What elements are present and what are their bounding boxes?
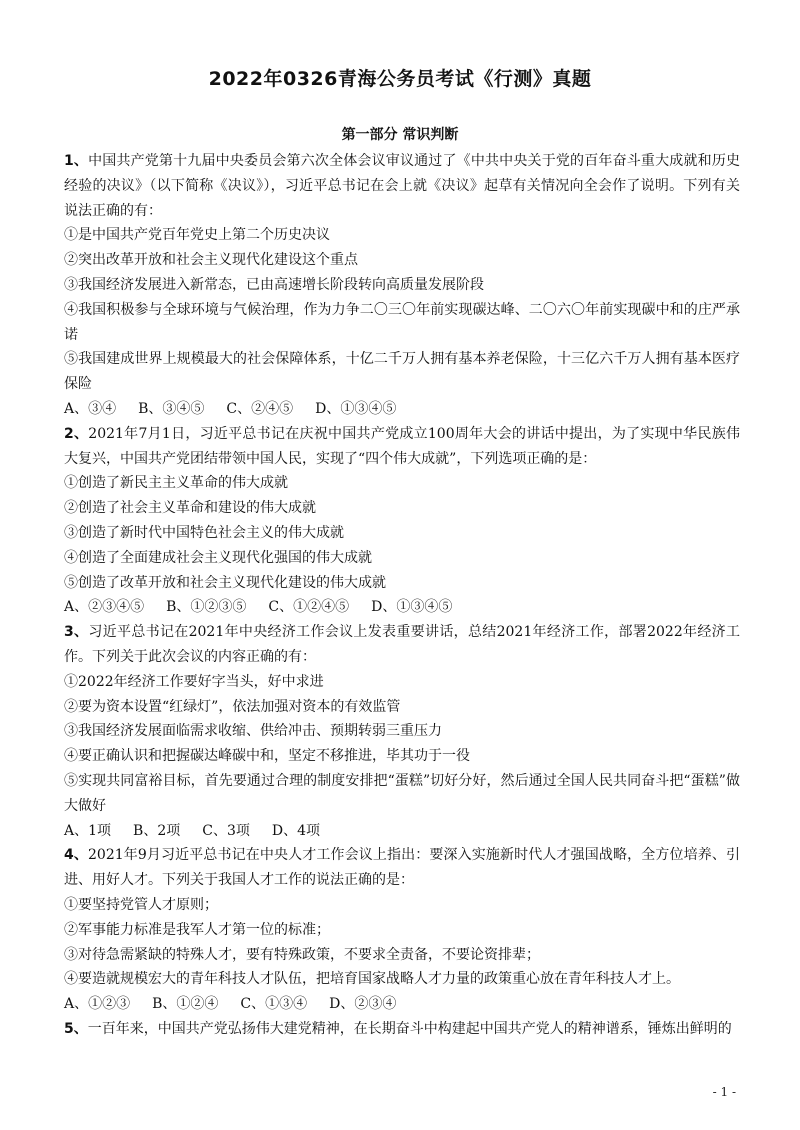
answer-choice: A、1项 <box>64 822 112 839</box>
question-stem <box>64 149 740 223</box>
question-1 <box>64 149 740 422</box>
section-heading: 第一部分 常识判断 <box>341 127 459 143</box>
answer-choice: A、①②③ <box>64 996 131 1013</box>
question-number: 1、 <box>64 153 89 169</box>
question-text: 2021年9月习近平总书记在中央人才工作会议上指出：要深入实施新时代人才强国战略，全方位培养、引进、用好人才。下列关于我国人才工作的说法正确的是： <box>64 847 740 889</box>
statement-option: ③我国经济发展进入新常态，已由高速增长阶段转向高质量发展阶段 <box>64 276 484 293</box>
answer-choices <box>64 819 740 844</box>
question-2 <box>64 422 740 620</box>
answer-choices <box>64 595 740 620</box>
question-4 <box>64 843 740 1017</box>
statement-option: ②军事能力标准是我军人才第一位的标准； <box>64 921 330 938</box>
answer-choice: C、①③④ <box>240 996 308 1013</box>
statement-option: ②突出改革开放和社会主义现代化建设这个重点 <box>64 252 358 269</box>
statement-option: ④要造就规模宏大的青年科技人才队伍，把培育国家战略人才力量的政策重心放在青年科技人才上。 <box>64 971 680 988</box>
page-title: 2022年0326青海公务员考试《行测》真题 <box>208 68 592 90</box>
answer-choice: C、①②④⑤ <box>268 599 350 616</box>
answer-choice: C、②④⑤ <box>226 400 294 417</box>
question-text: 一百年来，中国共产党弘扬伟大建党精神，在长期奋斗中构建起中国共产党人的精神谱系，锤炼出鲜明的 <box>87 1020 732 1037</box>
answer-choice: D、①③④⑤ <box>371 599 453 616</box>
statement-option: ④创造了全面建成社会主义现代化强国的伟大成就 <box>64 549 372 566</box>
answer-choice: D、4项 <box>271 822 320 839</box>
question-stem <box>64 620 740 670</box>
question-number: 2、 <box>64 425 89 442</box>
statement-option: ①要坚持党管人才原则； <box>64 896 218 913</box>
answer-choices <box>64 397 740 422</box>
question-number: 4、 <box>64 847 88 864</box>
question-3 <box>64 620 740 843</box>
answer-choice: C、3项 <box>202 822 250 839</box>
question-list <box>64 149 740 1042</box>
answer-choice: B、③④⑤ <box>138 400 205 417</box>
statement-option: ③对待急需紧缺的特殊人才，要有特殊政策，不要求全责备，不要论资排辈； <box>64 946 540 963</box>
answer-choices <box>64 992 740 1017</box>
question-stem <box>64 843 740 893</box>
statement-option: ②创造了社会主义革命和建设的伟大成就 <box>64 500 316 517</box>
statement-option: ②要为资本设置“红绿灯”，依法加强对资本的有效监管 <box>64 698 401 715</box>
answer-choice: D、①③④⑤ <box>315 400 397 417</box>
question-stem <box>64 422 740 472</box>
statement-option: ①是中国共产党百年党史上第二个历史决议 <box>64 227 330 244</box>
page-number: - 1 - <box>712 1085 736 1099</box>
answer-choice: B、①②③⑤ <box>166 599 247 616</box>
statement-option: ⑤实现共同富裕目标，首先要通过合理的制度安排把“蛋糕”切好分好，然后通过全国人民共同奋斗把“蛋糕”做大做好 <box>64 772 740 814</box>
question-5 <box>64 1017 740 1042</box>
statement-option: ④要正确认识和把握碳达峰碳中和，坚定不移推进，毕其功于一役 <box>64 748 470 765</box>
question-stem <box>64 1017 740 1042</box>
statement-option: ③创造了新时代中国特色社会主义的伟大成就 <box>64 524 344 541</box>
statement-option: ④我国积极参与全球环境与气候治理，作为力争二〇三〇年前实现碳达峰、二〇六〇年前实现碳中和的庄严承诺 <box>64 301 740 343</box>
question-text: 习近平总书记在2021年中央经济工作会议上发表重要讲话，总结2021年经济工作，部署2022年经济工作。下列关于此次会议的内容正确的有： <box>64 624 740 665</box>
statement-option: ①2022年经济工作要好字当头，好中求进 <box>64 673 324 690</box>
question-number: 5、 <box>64 1020 88 1037</box>
question-text: 2021年7月1日，习近平总书记在庆祝中国共产党成立100周年大会的讲话中提出，为了实现中华民族伟大复兴，中国共产党团结带领中国人民，实现了“四个伟大成就”，下列选项正确的是： <box>64 425 740 467</box>
statement-option: ③我国经济发展面临需求收缩、供给冲击、预期转弱三重压力 <box>64 723 442 740</box>
statement-option: ⑤创造了改革开放和社会主义现代化建设的伟大成就 <box>64 574 386 591</box>
answer-choice: A、②③④⑤ <box>64 599 145 616</box>
answer-choice: B、2项 <box>133 822 181 839</box>
answer-choice: B、①②④ <box>152 996 219 1013</box>
answer-choice: A、③④ <box>64 400 117 417</box>
answer-choice: D、②③④ <box>329 996 397 1013</box>
question-text: 中国共产党第十九届中央委员会第六次全体会议审议通过了《中共中央关于党的百年奋斗重大成就和历史经验的决议》（以下简称《决议》），习近平总书记在会上就《决议》起草有关情况向全会作了说明。下列有关说法正确的有： <box>64 153 740 219</box>
statement-option: ①创造了新民主主义革命的伟大成就 <box>64 475 288 492</box>
question-number: 3、 <box>64 624 89 641</box>
statement-option: ⑤我国建成世界上规模最大的社会保障体系，十亿二千万人拥有基本养老保险，十三亿六千万人拥有基本医疗保险 <box>64 351 740 393</box>
